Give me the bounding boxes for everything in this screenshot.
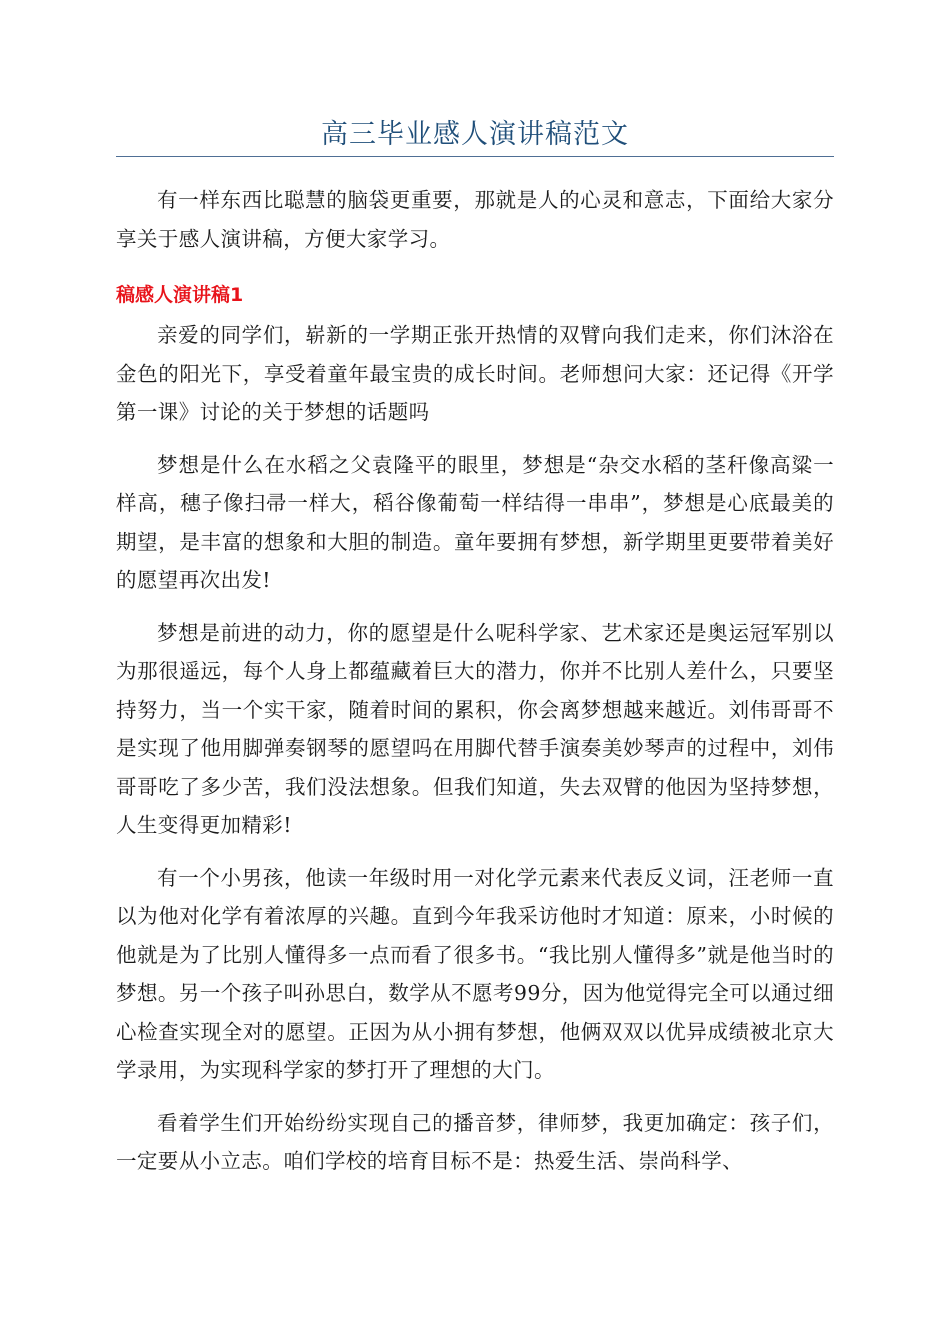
document-page: [116, 0, 834, 1181]
body-paragraph-4: 有一个小男孩，他读一年级时用一对化学元素来代表反义词，汪老师一直以为他对化学有着浓厚的兴趣。直到今年我采访他时才知道：原来，小时候的他就是为了比别人懂得多一点而看了很多书。“我比别人懂得多”就是他当时的梦想。另一个孩子叫孙思白，数学从不愿考99分，因为他觉得完全可以通过细心检查实现全对的愿望。正因为从小拥有梦想，他俩双双以优异成绩被北京大学录用，为实现科学家的梦打开了理想的大门。: [116, 865, 834, 1082]
body-paragraph-5: 看着学生们开始纷纷实现自己的播音梦，律师梦，我更加确定：孩子们，一定要从小立志。咱们学校的培育目标不是：热爱生活、崇尚科学、: [116, 1110, 834, 1173]
body-paragraph-2: 梦想是什么在水稻之父袁隆平的眼里，梦想是“杂交水稻的茎秆像高粱一样高，穗子像扫帚一样大，稻谷像葡萄一样结得一串串”，梦想是心底最美的期望，是丰富的想象和大胆的制造。童年要拥有梦想，新学期里更要带着美好的愿望再次出发!: [116, 452, 834, 592]
document-title: 高三毕业感人演讲稿范文: [321, 119, 629, 150]
title-underline: [116, 156, 834, 157]
section-heading: 稿感人演讲稿1: [116, 284, 244, 306]
intro-paragraph: 有一样东西比聪慧的脑袋更重要，那就是人的心灵和意志，下面给大家分享关于感人演讲稿，方便大家学习。: [116, 188, 834, 251]
body-paragraph-1: 亲爱的同学们，崭新的一学期正张开热情的双臂向我们走来，你们沐浴在金色的阳光下，享受着童年最宝贵的成长时间。老师想问大家：还记得《开学第一课》讨论的关于梦想的话题吗: [116, 323, 834, 424]
body-paragraph-3: 梦想是前进的动力，你的愿望是什么呢科学家、艺术家还是奥运冠军别以为那很遥远，每个人身上都蕴藏着巨大的潜力，你并不比别人差什么，只要坚持努力，当一个实干家，随着时间的累积，你会离梦想越来越近。刘伟哥哥不是实现了他用脚弹奏钢琴的愿望吗在用脚代替手演奏美妙琴声的过程中，刘伟哥哥吃了多少苦，我们没法想象。但我们知道，失去双臂的他因为坚持梦想，人生变得更加精彩!: [116, 620, 834, 837]
